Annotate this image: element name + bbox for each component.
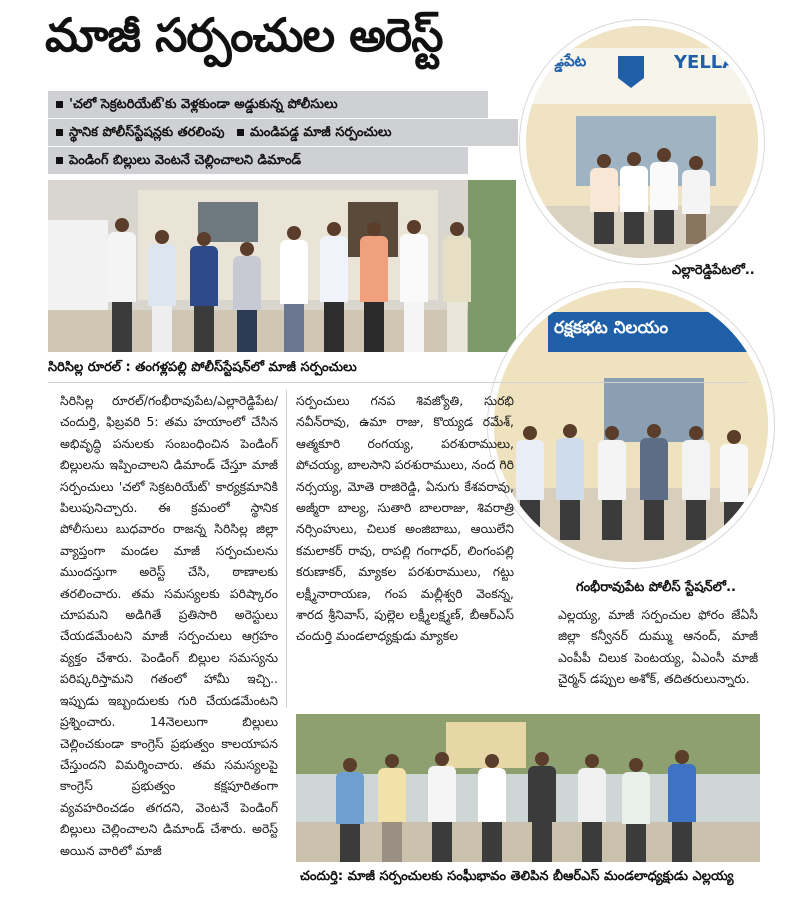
photo-gambhiraopet xyxy=(488,282,774,568)
photo-caption-gambhiraopet: గంభీరావుపేట పోలీస్ స్టేషన్‌లో.. xyxy=(576,580,736,595)
subhead-2: స్థానిక పోలీస్‌స్టేషన్లకు తరలింపు మండిపడ్డ మాజీ సర్పంచులు xyxy=(48,119,518,146)
subhead-1: 'చలో సెక్రటరియేట్'కు వెళ్లకుండా అడ్డుకున్న పోలీసులు xyxy=(48,91,488,118)
page-title: మాజీ సర్పంచుల అరెస్ట్ xyxy=(45,8,443,62)
photo-caption-yellareddypet: ఎల్లారెడ్డిపేటలో.. xyxy=(672,263,755,278)
bullet-icon xyxy=(56,101,63,108)
article-column-1: సిరిసిల్ల రూరల్/గంభీరావుపేట/ఎల్లారెడ్డిపేట/చందుర్తి, ఫిబ్రవరి 5: తమ హయాంలో చేసిన అభివృద్ధి పనులకు సంబంధించిన పెండింగ్ బిల్లులను ఇప్పించాలని డిమాండ్ చేస్తూ మాజీ సర్పంచులు 'చలో సెక్రటరియేట్' కార్యక్రమానికి పిలుపునిచ్చారు. ఈ క్రమంలో స్థానిక పోలీసులు బుధవారం రాజన్న సిరిసిల్ల జిల్లా వ్యాప్తంగా మండల మాజీ సర్పంచులను ముందస్తుగా అరెస్ట్ చేసి, ఠాణాలకు తరలించారు. తమ సమస్యలకు పరిష్కారం చూపమని అడిగితే ప్రతిసారి అరెస్టులు చేయడమేంటని మాజీ సర్పంచులు ఆగ్రహం వ్యక్తం చేశారు. పెండింగ్ బిల్లుల సమస్యను పరిష్కరిస్తామని గతంలో హామీ ఇచ్చి.. ఇప్పుడు ఇబ్బందులకు గురి చేయడమేంటని ప్రశ్నించారు. 14నెలలుగా బిల్లులు చెల్లించకుండా కాంగ్రెస్ ప్రభుత్వం కాలయాపన చేస్తుందని విమర్శించారు. తమ సమస్యలపై కాంగ్రెస్ ప్రభుత్వం కక్షపూరితంగా వ్యవహరించడం తగదని, వెంటనే పెండింగ్ బిల్లులు చెల్లించాలని డిమాండ్ చేశారు. అరెస్ట్ అయిన వారిలో మాజీ xyxy=(60,393,278,858)
article-column-2: సర్పంచులు గనప శివజ్యోతి, సురభి నవీన్‌రావు, ఉమా రాజు, కొయ్యడ రమేశ్, ఆత్మకూరి రంగయ్య, పరశురాములు, పోచయ్య, బాలసాని పరశురాములు, నంద గిరి నర్సయ్య, మోతె రాజిరెడ్డి, ఏనుగు కేశవరావు, అజ్మీరా బాల్య, సుతారి బాలరాజు, శివరాత్రి నర్సింహులు, చిలుక అంజిబాబు, ఆయిలేని కమలాకర్ రావు, రాపల్లి గంగాధర్, లింగంపల్లి కరుణాకర్, మ్యాకల పరశురాములు, గట్టు లక్ష్మీనారాయణ, గంప మల్లీశ్వరి వెంకన్న, శారద శ్రీనివాస్, పుల్లెల లక్ష్మీలక్ష్మణ్, బీఆర్ఎస్ చందుర్తి మండలాధ్యక్షుడు మ్యాకల xyxy=(296,393,514,644)
photo-chandurthi xyxy=(296,714,760,862)
article-column-3: ఎల్లయ్య, మాజీ సర్పంచుల ఫోరం జేఏసీ జిల్లా కన్వీనర్ దుమ్ము ఆనంద్, మాజీ ఎంపీపీ చిలుక పెంటయ్య, ఏఎంసీ మాజీ చైర్మన్ డప్పుల అశోక్, తదితరులున్నారు. xyxy=(558,607,758,687)
bullet-icon xyxy=(56,129,63,136)
station-sign-telugu: రక్షకభట నిలయం xyxy=(554,318,669,338)
photo-yellareddypet xyxy=(520,20,764,264)
station-sign-telugu: రెడ్డిపేట xyxy=(544,52,587,70)
photo-caption-main: సిరిసిల్ల రూరల్ : తంగళ్లపల్లి పోలీస్‌స్టేషన్‌లో మాజీ సర్పంచులు xyxy=(48,360,357,375)
column-divider xyxy=(286,390,287,708)
bullet-icon xyxy=(237,129,244,136)
subhead-3: పెండింగ్ బిల్లులు వెంటనే చెల్లించాలని డిమాండ్ xyxy=(48,147,468,174)
section-divider xyxy=(48,382,748,383)
photo-caption-chandurthi: చందుర్తి: మాజీ సర్పంచులకు సంఘీభావం తెలిపిన బీఆర్ఎస్ మండలాధ్యక్షుడు ఎల్లయ్య xyxy=(300,869,734,884)
station-sign-english: YELLA xyxy=(674,52,737,73)
photo-tangallapalli-police-station xyxy=(48,180,516,352)
bullet-icon xyxy=(56,157,63,164)
